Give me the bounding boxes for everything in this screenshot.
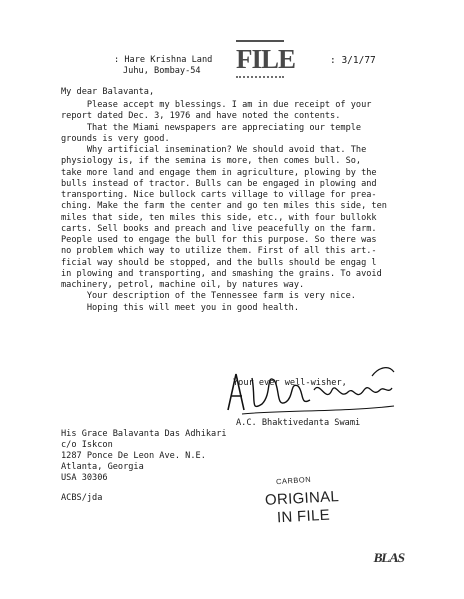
recipient-line: c/o Iskcon [61, 440, 113, 450]
body-line: ficial way should be stopped, and the bulls should be engag l [61, 257, 377, 268]
carbon-stamp-in-file: IN FILE [276, 506, 331, 527]
recipient-line: USA 30306 [61, 473, 108, 483]
body-line: report dated Dec. 3, 1976 and have noted the contents. [61, 111, 341, 122]
body-line: Hoping this will meet you in good health. [61, 302, 299, 313]
signature-icon [222, 360, 402, 420]
file-stamp: FILE [236, 40, 284, 78]
body-line: People used to engage the bull for this purpose. So there was [61, 235, 377, 245]
recipient-line: His Grace Balavanta Das Adhikari [61, 429, 227, 439]
body-line: physiology is, if the semina is more, then comes bull. So, [61, 156, 362, 167]
body-line: Your description of the Tennessee farm is very nice. [61, 291, 356, 302]
recipient-line: Atlanta, Georgia [61, 462, 144, 472]
reference-initials: ACBS/jda [61, 493, 103, 503]
body-line: no problem which way to utilize them. First of all this art.- [61, 246, 377, 257]
body-line: miles that side, ten miles this side, etc., with four bullokk [61, 212, 377, 223]
body-line: transporting. Nice bullock carts village to village for prea- [61, 190, 377, 200]
body-line: ching. Make the farm the center and go ten miles this side, ten [61, 201, 387, 212]
body-line: That the Miami newspapers are appreciating our temple [61, 122, 362, 133]
carbon-stamp-original: ORIGINAL [264, 488, 340, 509]
letter-body [61, 100, 456, 314]
address-line-1: : Hare Krishna Land [114, 55, 213, 65]
carbon-stamp-top: CARBON [275, 474, 312, 487]
body-line: machinery, petrol, machine oil, by natures way. [61, 280, 305, 290]
letter-date: : 3/1/77 [330, 55, 376, 66]
body-line: Please accept my blessings. I am in due receipt of your [61, 100, 372, 110]
body-line: carts. Sell books and preach and live peacefully on the farm. [61, 223, 377, 234]
body-line: grounds is very good. [61, 133, 170, 144]
body-line: bulls instead of tractor. Bulls can be engaged in plowing and [61, 178, 377, 189]
body-line: take more land and engage them in agriculture, plowing by the [61, 167, 377, 178]
recipient-line: 1287 Ponce De Leon Ave. N.E. [61, 451, 206, 461]
salutation: My dear Balavanta, [61, 87, 155, 97]
body-line: Why artificial insemination? We should avoid that. The [61, 145, 367, 155]
margin-mark: BLAS [372, 550, 406, 565]
body-line: in plowing and transporting, and smashing the grains. To avoid [61, 268, 382, 279]
closing: Your ever well-wisher, [233, 378, 347, 388]
address-line-2: Juhu, Bombay-54 [123, 66, 201, 76]
signer-name: A.C. Bhaktivedanta Swami [236, 418, 361, 428]
